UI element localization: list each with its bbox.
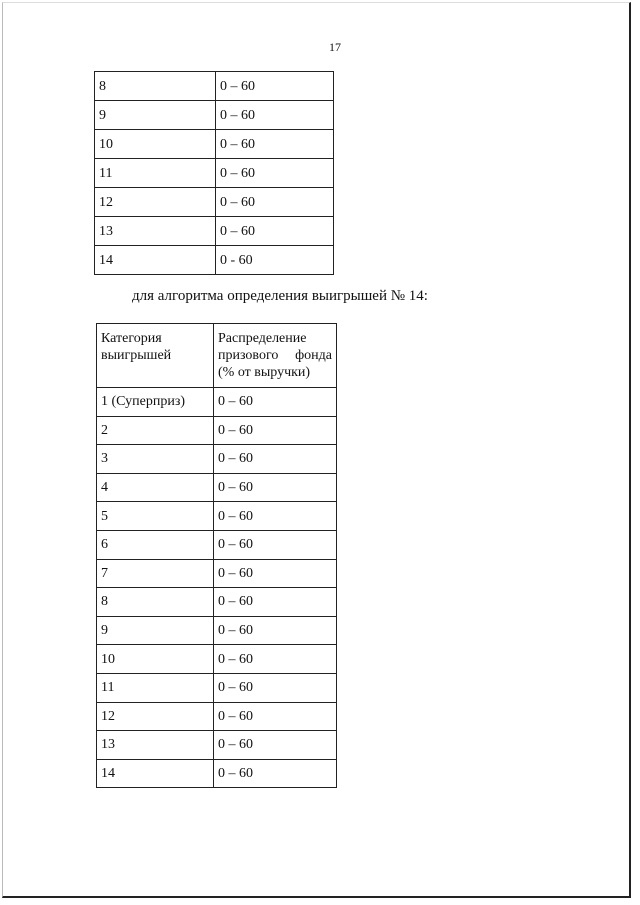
category-cell: 11 — [97, 673, 214, 702]
value-cell: 0 – 60 — [214, 559, 337, 588]
table-row — [97, 616, 337, 645]
value-cell: 0 – 60 — [214, 388, 337, 417]
table-row — [97, 731, 337, 760]
category-cell: 4 — [97, 473, 214, 502]
category-cell: 14 — [95, 246, 216, 275]
value-cell: 0 – 60 — [214, 473, 337, 502]
table-row — [97, 416, 337, 445]
category-cell: 6 — [97, 530, 214, 559]
table-row — [95, 101, 334, 130]
category-cell: 11 — [95, 159, 216, 188]
header-distribution: Распределение призового фонда (% от выручки) — [214, 324, 337, 388]
table-row — [95, 130, 334, 159]
category-cell: 7 — [97, 559, 214, 588]
value-cell: 0 – 60 — [214, 702, 337, 731]
value-cell: 0 – 60 — [214, 759, 337, 788]
algorithm-14-caption: для алгоритма определения выигрышей № 14: — [132, 288, 428, 304]
value-cell: 0 – 60 — [216, 72, 334, 101]
table-row — [97, 645, 337, 674]
table-row — [97, 759, 337, 788]
category-cell: 10 — [95, 130, 216, 159]
value-cell: 0 – 60 — [214, 530, 337, 559]
category-cell: 8 — [95, 72, 216, 101]
table-header-row — [97, 324, 337, 388]
table-row — [97, 388, 337, 417]
category-cell: 1 (Суперприз) — [97, 388, 214, 417]
algorithm-14-prize-table — [96, 323, 337, 788]
category-cell: 3 — [97, 445, 214, 474]
value-cell: 0 – 60 — [216, 130, 334, 159]
table-row — [95, 72, 334, 101]
table-row — [95, 159, 334, 188]
value-cell: 0 – 60 — [216, 101, 334, 130]
value-cell: 0 - 60 — [216, 246, 334, 275]
prize-distribution-table-continued — [94, 71, 334, 275]
value-cell: 0 – 60 — [214, 588, 337, 617]
value-cell: 0 – 60 — [214, 673, 337, 702]
category-cell: 13 — [95, 217, 216, 246]
value-cell: 0 – 60 — [214, 731, 337, 760]
table-row — [97, 473, 337, 502]
table-row — [97, 502, 337, 531]
category-cell: 13 — [97, 731, 214, 760]
header-category: Категория выигрышей — [97, 324, 214, 388]
category-cell: 12 — [95, 188, 216, 217]
page-number: 17 — [329, 40, 341, 54]
category-cell: 14 — [97, 759, 214, 788]
category-cell: 8 — [97, 588, 214, 617]
value-cell: 0 – 60 — [214, 416, 337, 445]
table-row — [97, 588, 337, 617]
table-row — [97, 702, 337, 731]
value-cell: 0 – 60 — [214, 645, 337, 674]
category-cell: 10 — [97, 645, 214, 674]
category-cell: 5 — [97, 502, 214, 531]
category-cell: 12 — [97, 702, 214, 731]
value-cell: 0 – 60 — [216, 188, 334, 217]
table-row — [97, 530, 337, 559]
table-row — [95, 246, 334, 275]
category-cell: 2 — [97, 416, 214, 445]
table-row — [95, 188, 334, 217]
table-row — [97, 673, 337, 702]
category-cell: 9 — [95, 101, 216, 130]
value-cell: 0 – 60 — [216, 159, 334, 188]
category-cell: 9 — [97, 616, 214, 645]
value-cell: 0 – 60 — [214, 445, 337, 474]
value-cell: 0 – 60 — [214, 616, 337, 645]
value-cell: 0 – 60 — [216, 217, 334, 246]
value-cell: 0 – 60 — [214, 502, 337, 531]
table-row — [97, 559, 337, 588]
table-row — [95, 217, 334, 246]
table-row — [97, 445, 337, 474]
